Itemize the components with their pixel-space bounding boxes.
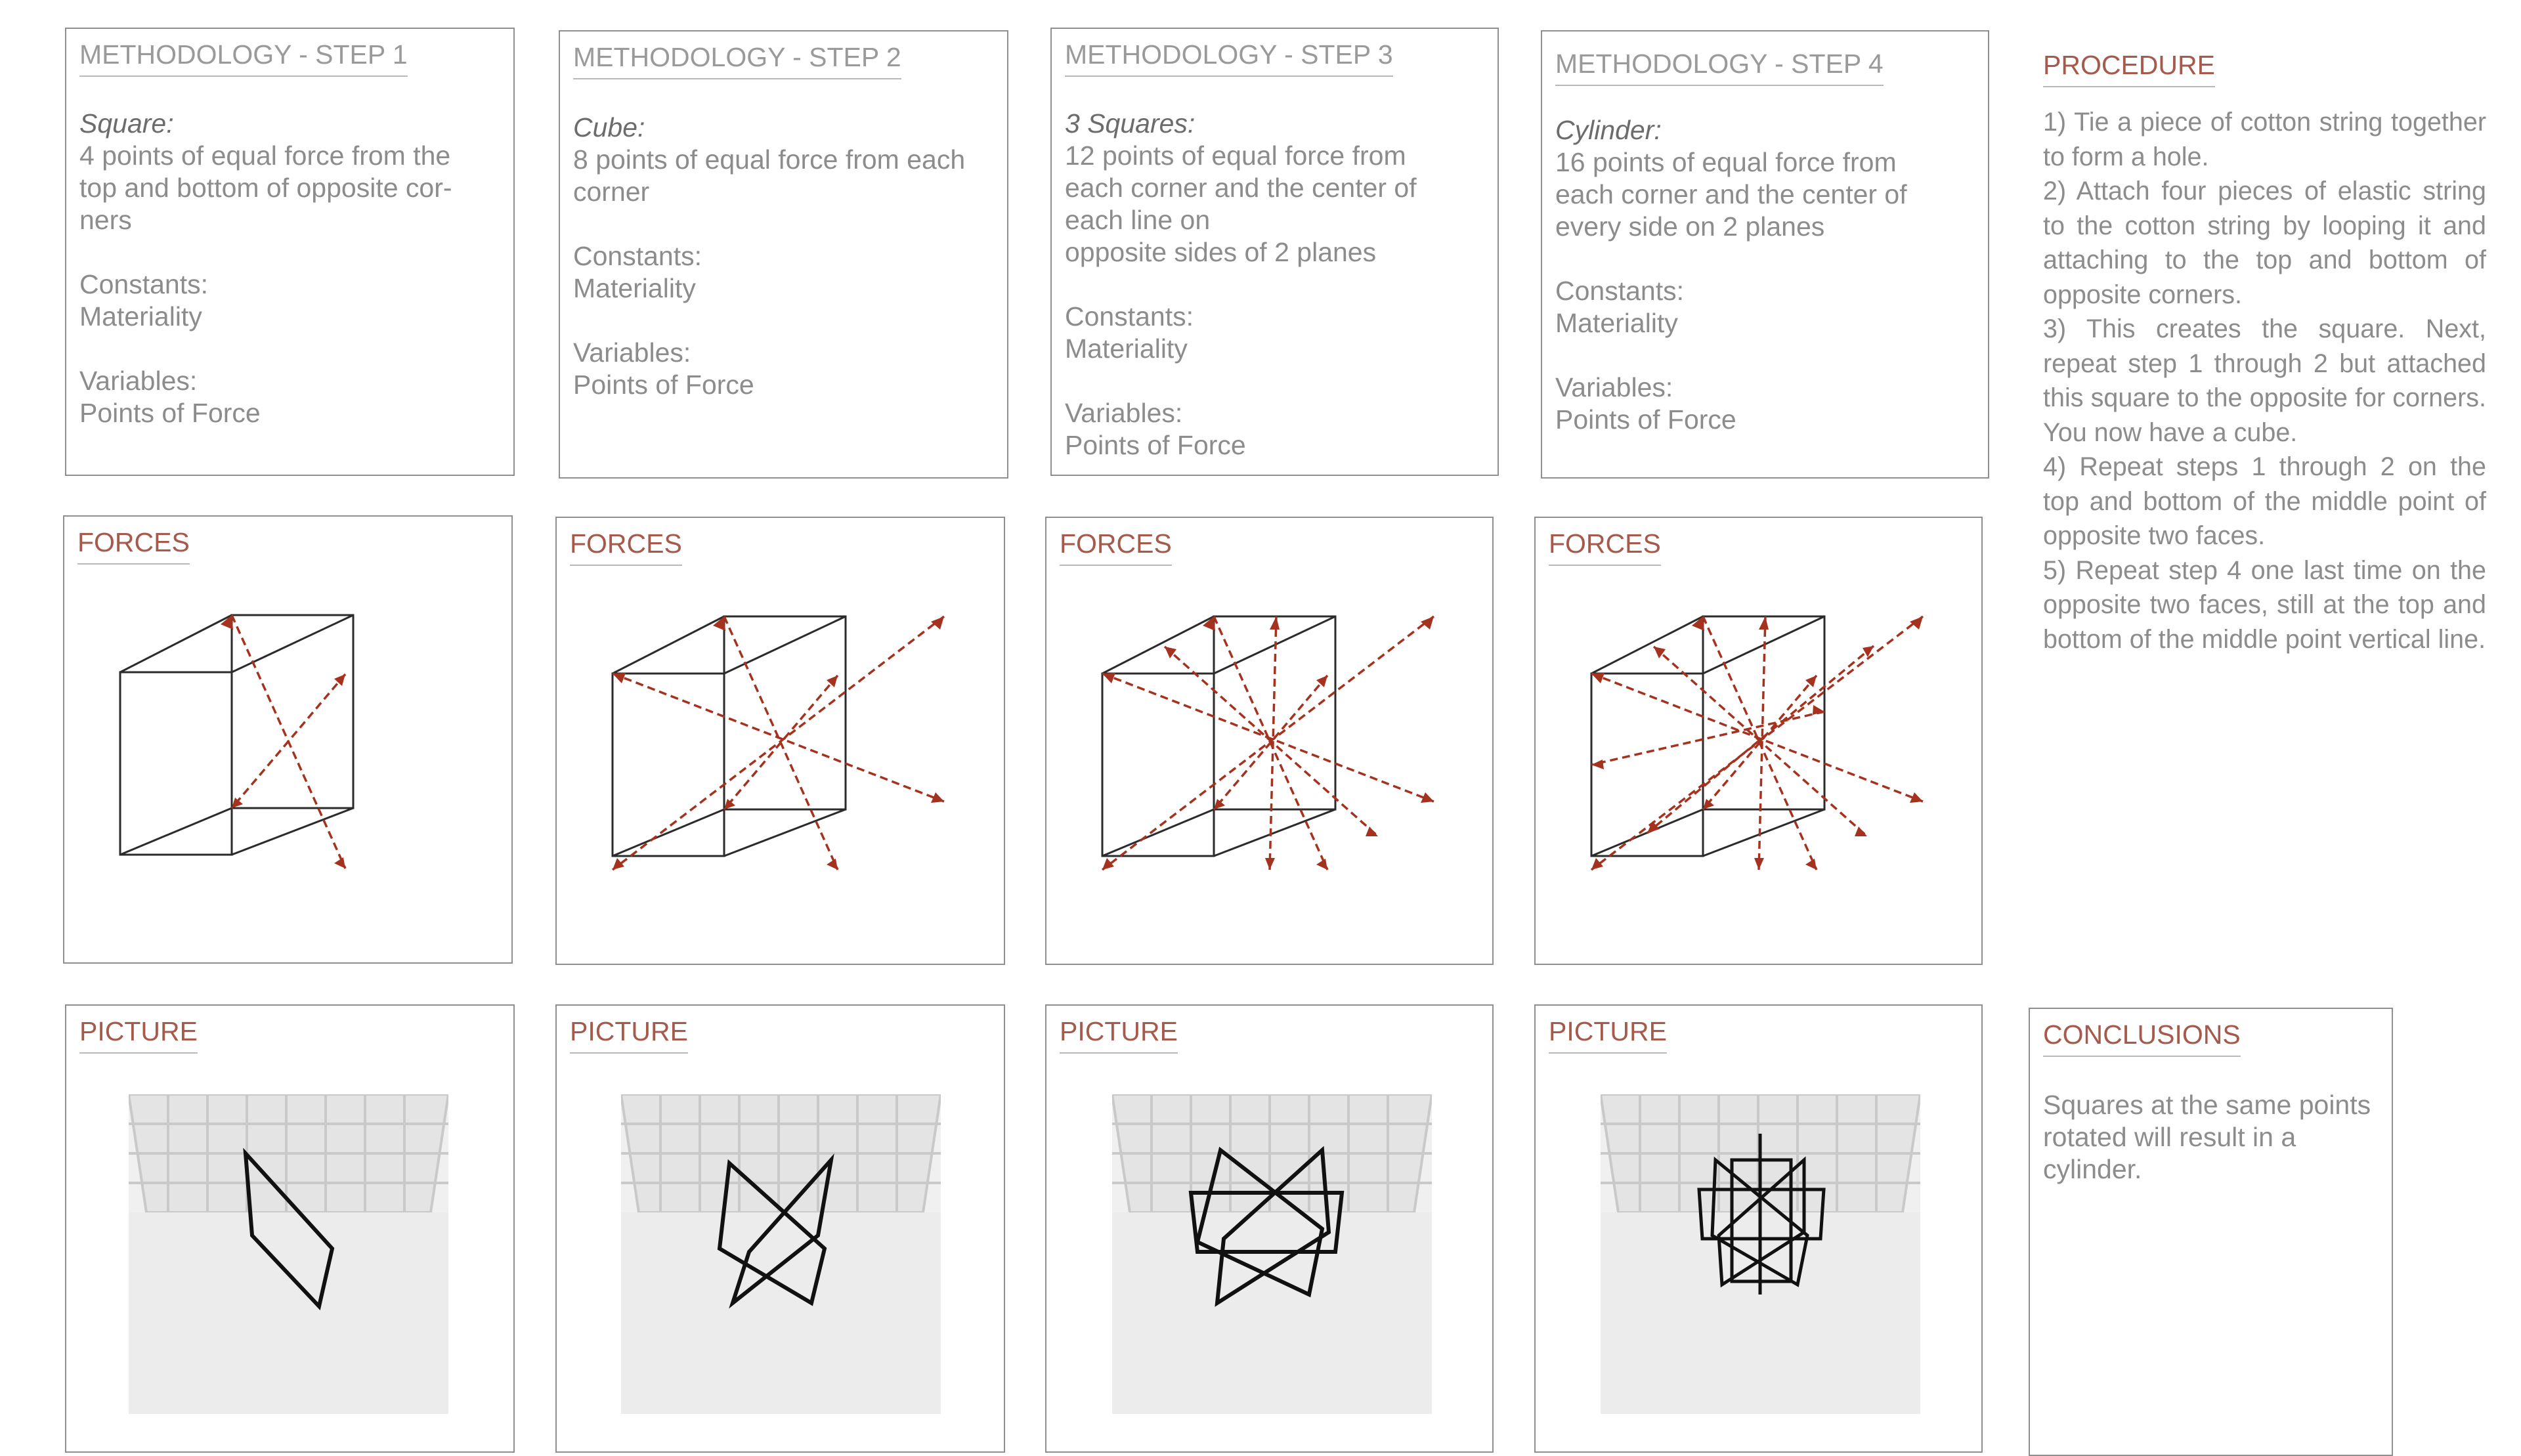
force-line <box>613 674 944 802</box>
force-arrow <box>1910 616 1923 630</box>
cube-edge <box>724 616 846 674</box>
cage-grid <box>129 1094 448 1212</box>
force-arrow <box>1102 673 1115 683</box>
photo-illustration <box>129 1094 448 1414</box>
constants-label: Constants: <box>1555 276 1684 306</box>
methodology-step-2-title: METHODOLOGY - STEP 2 <box>573 42 901 79</box>
force-arrow <box>613 858 624 870</box>
conclusion-line: cylinder. <box>2043 1154 2142 1184</box>
cube-wireframe <box>1102 616 1335 856</box>
variables-value: Points of Force <box>79 398 261 428</box>
force-arrow <box>613 673 626 683</box>
force-lines <box>1591 616 1923 870</box>
constants-label: Constants: <box>573 241 702 271</box>
force-arrow <box>1759 616 1769 630</box>
force-lines <box>613 616 944 870</box>
force-arrow <box>1265 858 1275 870</box>
force-arrows <box>221 615 345 868</box>
cube-edge <box>1102 809 1214 856</box>
procedure-step: 3) This creates the square. Next, repeat step 1 through 2 but attached this square to the opposite for corners. You now have a cube. <box>2043 314 2486 447</box>
forces-title: FORCES <box>1549 528 1661 566</box>
shape-name: 3 Squares: <box>1065 108 1196 139</box>
procedure-step: 2) Attach four pieces of elastic string to the cotton string by looping it and attaching to the top and bottom of opposite corners. <box>2043 177 2486 309</box>
desc-line: 8 points of equal force from each <box>573 144 966 175</box>
methodology-step-3-panel <box>1050 28 1499 476</box>
forces-title: FORCES <box>1060 528 1172 566</box>
variables-value: Points of Force <box>573 370 754 400</box>
desc-line: corner <box>573 177 650 207</box>
picture-title: PICTURE <box>1549 1016 1667 1054</box>
picture-photo-1 <box>129 1094 448 1414</box>
force-line <box>1703 675 1817 809</box>
photo-illustration <box>1112 1094 1432 1414</box>
conclusions-panel <box>2029 1008 2393 1456</box>
force-arrow <box>1214 799 1225 809</box>
picture-title: PICTURE <box>1060 1016 1178 1054</box>
conclusions-text <box>2043 1089 2379 1186</box>
cube-edge <box>120 808 232 855</box>
force-arrow <box>1102 858 1114 870</box>
methodology-step-1-title: METHODOLOGY - STEP 1 <box>79 39 408 77</box>
methodology-step-1-panel <box>65 28 515 476</box>
variables-label: Variables: <box>79 366 198 396</box>
desc-line: ners <box>79 205 132 235</box>
force-arrow <box>334 857 345 868</box>
force-arrow <box>232 798 243 808</box>
desc-line: top and bottom of opposite cor- <box>79 173 452 203</box>
desc-line: opposite sides of 2 planes <box>1065 237 1377 267</box>
methodology-step-3-body <box>1065 108 1484 494</box>
force-arrow <box>1855 826 1867 836</box>
forces-panel-1 <box>63 515 513 964</box>
conclusion-line: Squares at the same points <box>2043 1090 2371 1120</box>
cube-edge <box>613 809 724 856</box>
forces-title: FORCES <box>77 527 190 565</box>
cube-edge <box>232 615 353 672</box>
variables-label: Variables: <box>573 337 691 368</box>
cube-front-face <box>1102 674 1214 856</box>
force-arrow <box>1703 799 1714 809</box>
forces-title: FORCES <box>570 528 682 566</box>
picture-title: PICTURE <box>79 1016 198 1054</box>
desc-line: each line on <box>1065 205 1211 235</box>
shape-name: Cube: <box>573 112 645 142</box>
force-arrow <box>1591 858 1603 870</box>
variables-label: Variables: <box>1065 398 1183 428</box>
force-arrow <box>1591 673 1605 683</box>
cube-wireframe <box>1591 616 1824 856</box>
forces-diagram-4 <box>1536 518 1984 966</box>
constants-label: Constants: <box>1065 301 1194 332</box>
force-arrow <box>724 799 735 809</box>
force-arrow <box>1270 616 1280 630</box>
variables-label: Variables: <box>1555 372 1673 402</box>
conclusion-line: rotated will result in a <box>2043 1122 2296 1152</box>
picture-title: PICTURE <box>570 1016 688 1054</box>
forces-diagram-2 <box>557 518 1006 966</box>
procedure-title: PROCEDURE <box>2043 50 2215 87</box>
picture-photo-3 <box>1112 1094 1432 1414</box>
methodology-step-4-panel <box>1541 30 1989 479</box>
forces-panel-2 <box>555 517 1005 965</box>
shape-name: Square: <box>79 108 174 139</box>
constants-value: Materiality <box>1065 333 1188 364</box>
cube-edge <box>120 615 232 672</box>
cube-front-face <box>1591 674 1703 856</box>
methodology-step-4-title: METHODOLOGY - STEP 4 <box>1555 49 1884 86</box>
picture-photo-4 <box>1601 1094 1920 1414</box>
photo-illustration <box>1601 1094 1920 1414</box>
methodology-step-4-body <box>1555 114 1975 468</box>
forces-diagram-3 <box>1046 518 1495 966</box>
force-line <box>1214 675 1327 809</box>
desc-line: each corner and the center of <box>1555 179 1907 209</box>
forces-diagram-1 <box>64 517 514 965</box>
desc-line: every side on 2 planes <box>1555 211 1825 242</box>
methodology-step-1-body <box>79 108 500 461</box>
procedure-steps <box>2043 105 2486 656</box>
force-line <box>613 616 944 870</box>
force-lines <box>232 615 345 868</box>
force-line <box>232 674 345 808</box>
force-line <box>724 675 838 809</box>
force-arrow <box>931 616 944 630</box>
desc-line: 12 points of equal force from <box>1065 140 1406 171</box>
forces-panel-4 <box>1534 517 1983 965</box>
picture-panel-3 <box>1045 1004 1494 1453</box>
methodology-step-2-panel <box>559 30 1008 479</box>
procedure-step: 1) Tie a piece of cotton string together to form a hole. <box>2043 108 2486 171</box>
variables-value: Points of Force <box>1065 430 1246 460</box>
cube-edge <box>1102 616 1214 674</box>
floor <box>129 1212 448 1414</box>
photo-illustration <box>621 1094 941 1414</box>
cube-wireframe <box>613 616 846 856</box>
desc-line: 4 points of equal force from the <box>79 140 451 171</box>
cube-edge <box>613 616 724 674</box>
methodology-step-2-body <box>573 112 994 433</box>
cube-front-face <box>120 672 232 855</box>
picture-panel-1 <box>65 1004 515 1453</box>
force-arrow <box>1591 760 1604 769</box>
force-lines <box>1102 616 1434 870</box>
procedure-step: 5) Repeat step 4 one last time on the opposite two faces, still at the top and bottom of the middle point vertical line. <box>2043 555 2486 654</box>
force-arrow <box>1366 826 1378 836</box>
cube-edge <box>1591 616 1703 674</box>
procedure-step: 4) Repeat steps 1 through 2 on the top and bottom of the middle point of opposite two faces. <box>2043 452 2486 550</box>
constants-value: Materiality <box>79 301 202 332</box>
constants-label: Constants: <box>79 269 208 299</box>
constants-value: Materiality <box>573 273 696 303</box>
force-line <box>1102 616 1434 870</box>
force-arrow <box>1421 616 1434 630</box>
force-arrow <box>1805 859 1817 870</box>
force-arrow <box>1316 859 1327 870</box>
desc-line: 16 points of equal force from <box>1555 147 1897 177</box>
picture-photo-2 <box>621 1094 941 1414</box>
force-arrow <box>1754 858 1764 870</box>
constants-value: Materiality <box>1555 308 1678 338</box>
forces-panel-3 <box>1045 517 1494 965</box>
force-arrow <box>827 859 838 870</box>
shape-name: Cylinder: <box>1555 115 1662 145</box>
conclusions-title: CONCLUSIONS <box>2043 1019 2241 1057</box>
desc-line: each corner and the center of <box>1065 173 1417 203</box>
methodology-step-3-title: METHODOLOGY - STEP 3 <box>1065 39 1393 77</box>
variables-value: Points of Force <box>1555 404 1736 435</box>
cube-front-face <box>613 674 724 856</box>
cube-wireframe <box>120 615 353 855</box>
picture-panel-2 <box>555 1004 1005 1453</box>
picture-panel-4 <box>1534 1004 1983 1453</box>
